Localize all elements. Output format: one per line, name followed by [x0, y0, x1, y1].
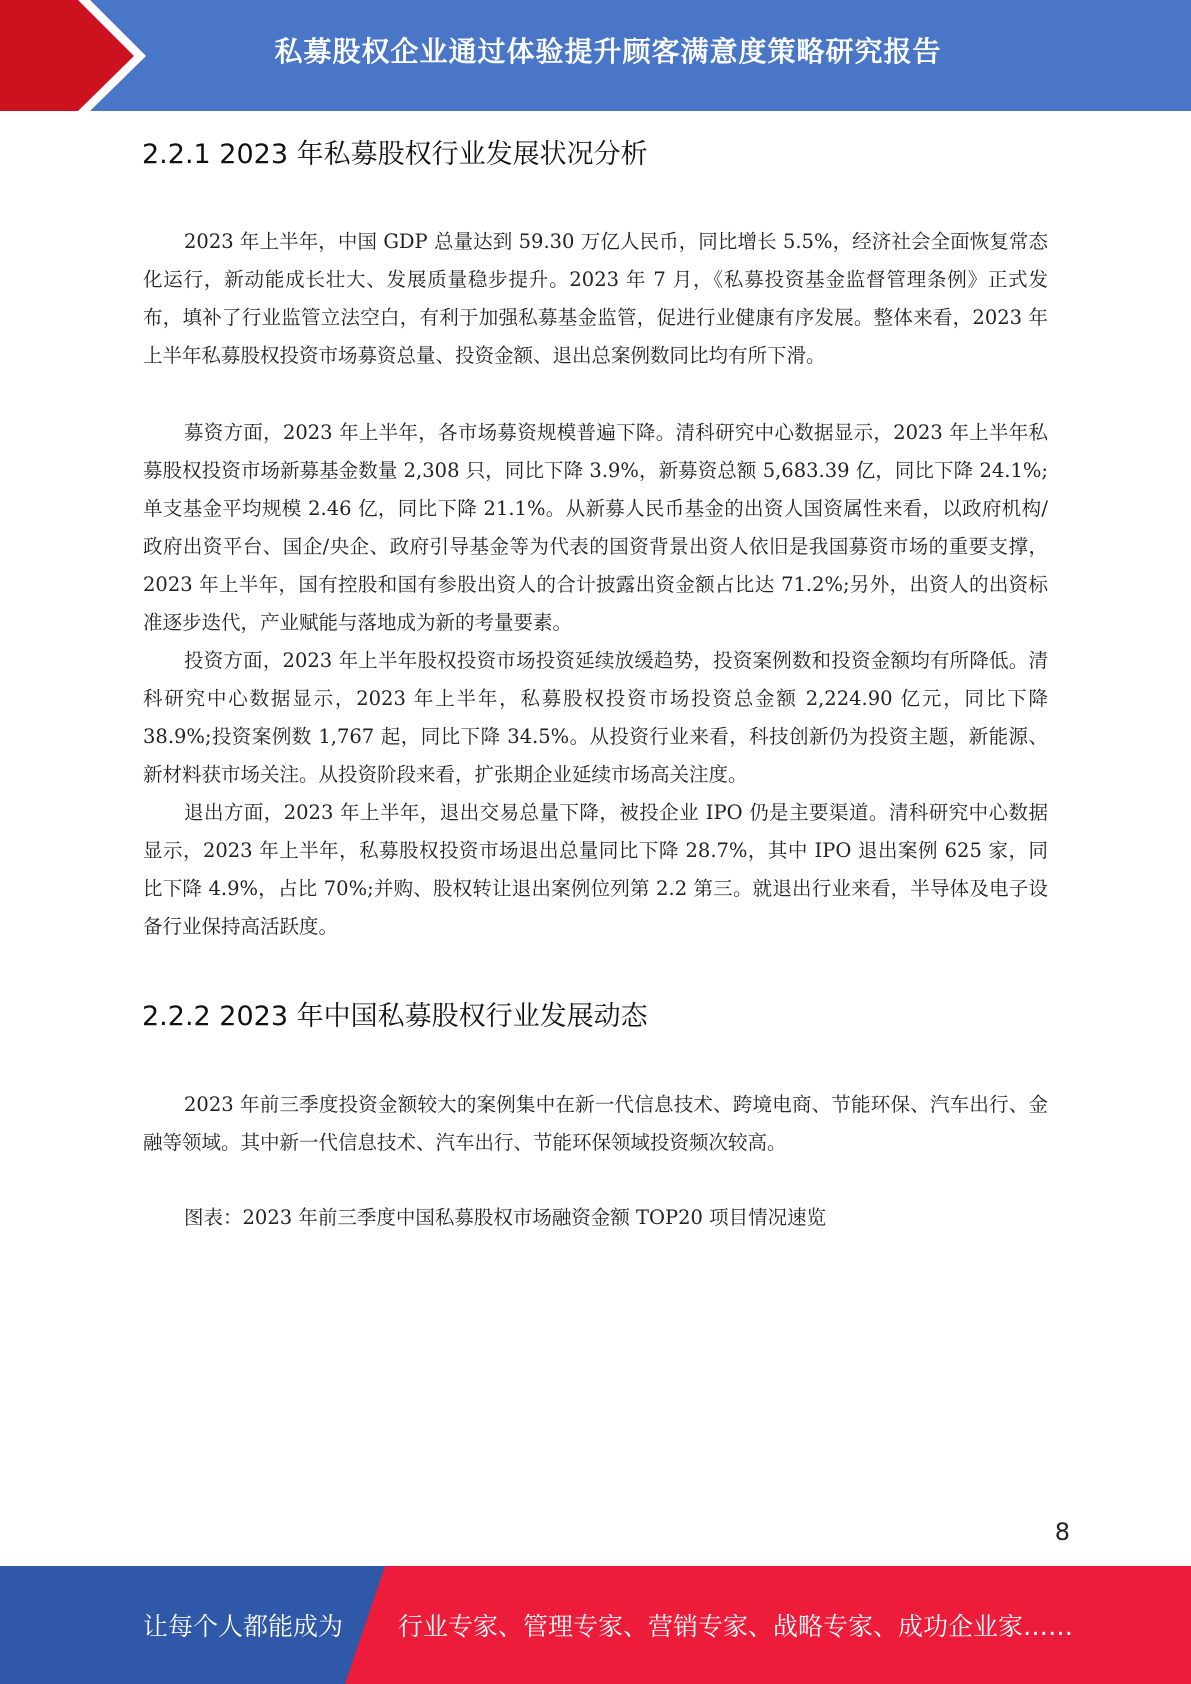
paragraph-investment: 投资方面，2023 年上半年股权投资市场投资延续放缓趋势，投资案例数和投资金额均有所降低。清科研究中心数据显示，2023 年上半年，私募股权投资市场投资总金额 2,224.90 亿元，同比下降 38.9%;投资案例数 1,767 起，同比下降 34.5%。从投资行业来看，科技创新仍为投资主题，新能源、新材料获市场关注。从投资阶段来看，扩张期企业延续市场高关注度。: [143, 649, 1048, 786]
section-heading-2-2-1: 2.2.1 2023 年私募股权行业发展状况分析: [142, 139, 648, 170]
page-number: 8: [1054, 1518, 1070, 1546]
report-title: 私募股权企业通过体验提升顾客满意度策略研究报告: [274, 35, 942, 68]
paragraph-gdp-overview: 2023 年上半年，中国 GDP 总量达到 59.30 万亿人民币，同比增长 5.5%，经济社会全面恢复常态化运行，新动能成长壮大、发展质量稳步提升。2023 年 7 月，《私募投资基金监督管理条例》正式发布，填补了行业监管立法空白，有利于加强私募基金监管，促进行业健康有序发展。整体来看，2023 年上半年私募股权投资市场募资总量、投资金额、退出总案例数同比均有所下滑。: [143, 230, 1048, 367]
figure-caption: 图表：2023 年前三季度中国私募股权市场融资金额 TOP20 项目情况速览: [184, 1206, 827, 1229]
page-header: [0, 0, 1191, 111]
paragraph-q1-q3-cases: 2023 年前三季度投资金额较大的案例集中在新一代信息技术、跨境电商、节能环保、汽车出行、金融等领域。其中新一代信息技术、汽车出行、节能环保领域投资频次较高。: [143, 1093, 1048, 1154]
footer-slogan-left: 让每个人都能成为: [143, 1612, 344, 1641]
section-heading-2-2-2: 2.2.2 2023 年中国私募股权行业发展动态: [142, 1001, 648, 1032]
footer-slogan-right: 行业专家、管理专家、营销专家、战略专家、成功企业家……: [398, 1612, 1074, 1641]
paragraph-exit: 退出方面，2023 年上半年，退出交易总量下降，被投企业 IPO 仍是主要渠道。清科研究中心数据显示，2023 年上半年，私募股权投资市场退出总量同比下降 28.7%，其中 IPO 退出案例 625 家，同比下降 4.9%，占比 70%;并购、股权转让退出案例位列第 2.2 第三。就退出行业来看，半导体及电子设备行业保持高活跃度。: [143, 801, 1048, 938]
paragraph-fundraising: 募资方面，2023 年上半年，各市场募资规模普遍下降。清科研究中心数据显示，2023 年上半年私募股权投资市场新募基金数量 2,308 只，同比下降 3.9%，新募资总额 5,683.39 亿，同比下降 24.1%;单支基金平均规模 2.46 亿，同比下降 21.1%。从新募人民币基金的出资人国资属性来看，以政府机构/政府出资平台、国企/央企、政府引导基金等为代表的国资背景出资人依旧是我国募资市场的重要支撑，2023 年上半年，国有控股和国有参股出资人的合计披露出资金额占比达 71.2%;另外，出资人的出资标准逐步迭代，产业赋能与落地成为新的考量要素。: [143, 421, 1048, 634]
page-footer: [0, 1566, 1191, 1684]
